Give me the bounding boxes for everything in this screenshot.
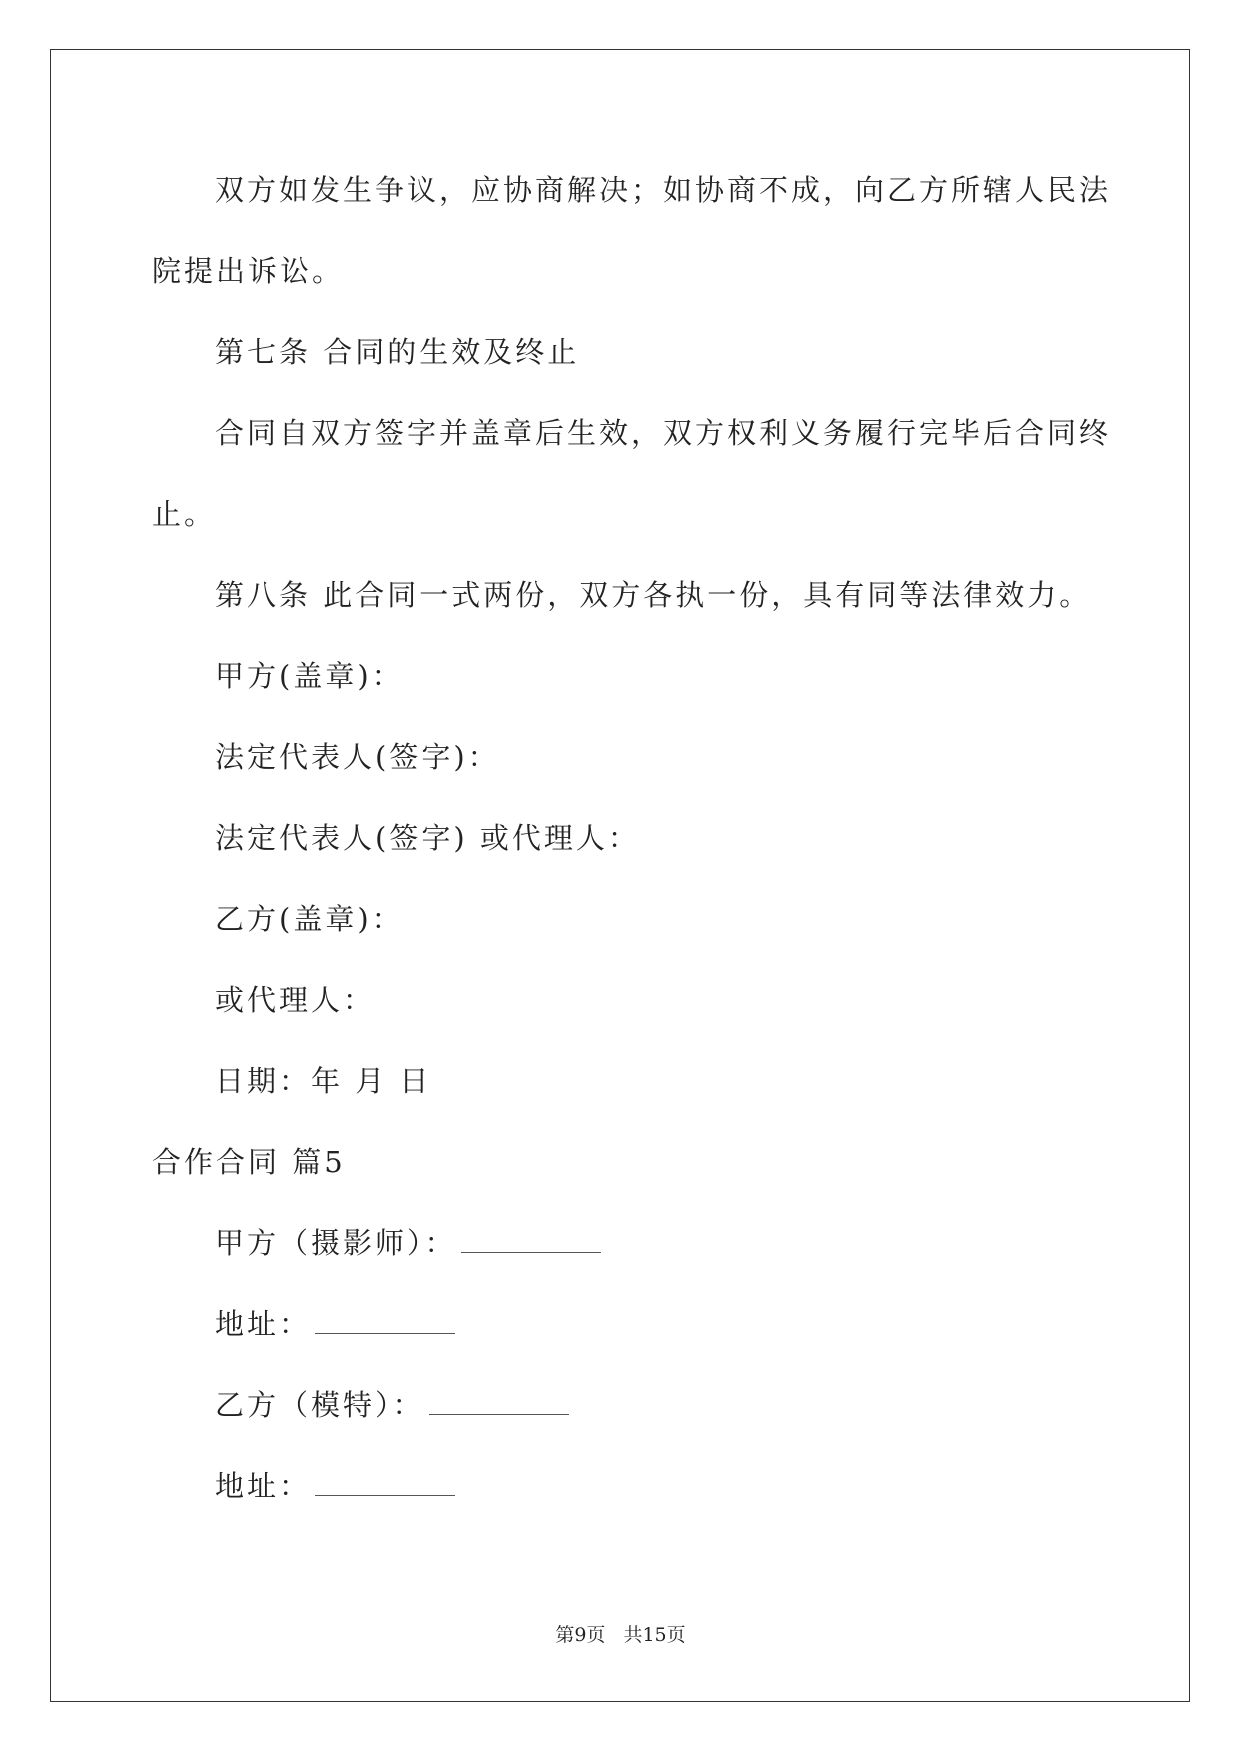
party-b-seal-label: 乙方(盖章)： (215, 902, 404, 936)
legal-rep-or-agent-label: 法定代表人(签字) 或代理人： (215, 821, 640, 855)
model-address-blank (315, 1471, 455, 1496)
dispute-clause-line-1: 双方如发生争议，应协商解决；如协商不成，向乙方所辖人民法 (215, 173, 1112, 207)
effectiveness-clause-line-2: 止。 (152, 497, 217, 531)
page-border (50, 49, 1190, 1702)
legal-rep-sign-label: 法定代表人(签字)： (215, 740, 500, 774)
model-address-label: 地址： (215, 1469, 312, 1503)
model-address-row (215, 1466, 455, 1506)
party-a-seal-label: 甲方(盖章)： (215, 659, 404, 693)
photographer-party-row (215, 1223, 601, 1263)
section-5-heading: 合作合同 篇5 (152, 1145, 346, 1179)
model-party-row (215, 1385, 569, 1425)
page-number-total: 共15页 (623, 1624, 686, 1646)
article-8-text: 第八条 此合同一式两份，双方各执一份，具有同等法律效力。 (215, 578, 1092, 612)
photographer-name-blank (461, 1228, 601, 1253)
dispute-clause-line-2: 院提出诉讼。 (152, 254, 345, 288)
photographer-address-label: 地址： (215, 1307, 312, 1341)
article-7-title: 第七条 合同的生效及终止 (215, 335, 580, 369)
photographer-address-blank (315, 1309, 455, 1334)
photographer-party-label: 甲方（摄影师）： (215, 1226, 457, 1260)
page-footer (0, 1622, 1241, 1648)
date-label: 日期：年 月 日 (215, 1064, 432, 1098)
or-agent-label: 或代理人： (215, 983, 376, 1017)
model-name-blank (429, 1390, 569, 1415)
effectiveness-clause-line-1: 合同自双方签字并盖章后生效，双方权利义务履行完毕后合同终 (215, 416, 1112, 450)
model-party-label: 乙方（模特）： (215, 1388, 425, 1422)
page-number-current: 第9页 (555, 1624, 606, 1646)
photographer-address-row (215, 1304, 455, 1344)
